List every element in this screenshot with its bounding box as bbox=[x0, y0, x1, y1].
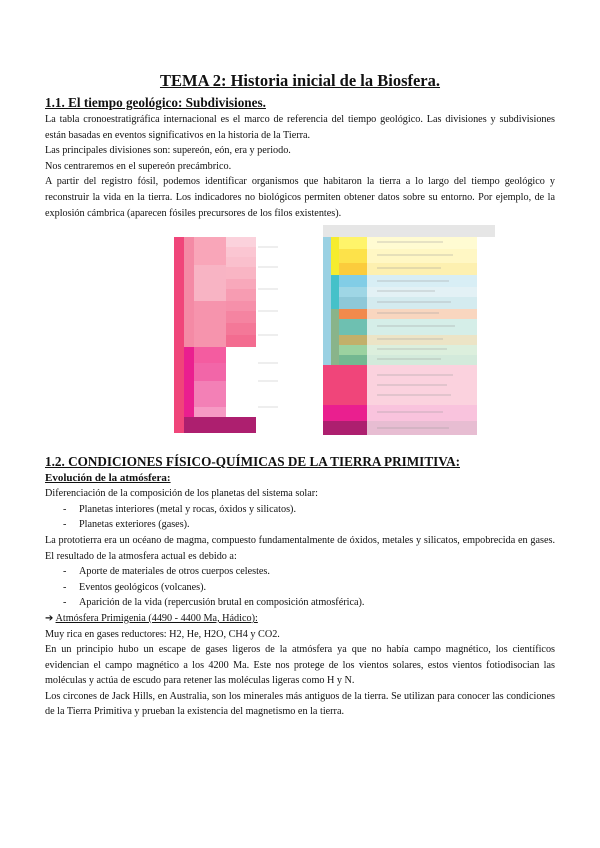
paragraph: Diferenciación de la composición de los planetas del sistema solar: bbox=[45, 488, 318, 500]
list-item: - Planetas exteriores (gases). bbox=[63, 517, 555, 533]
list-item: - Aporte de materiales de otros cuerpos celestes. bbox=[63, 564, 555, 580]
arrow-icon: ➔ bbox=[45, 612, 54, 624]
document-page bbox=[45, 70, 555, 720]
figures-row bbox=[45, 225, 555, 437]
paragraph: Los circones de Jack Hills, en Australia, son los minerales más antiguos de la tierra. Se utilizan para conocer las condiciones de la Tierra Primitiva y prueban la existencia del magnetismo en la tierra. bbox=[45, 690, 555, 718]
section-heading-1-1: 1.1. El tiempo geológico: Subdivisiones. bbox=[45, 95, 266, 110]
page-title: TEMA 2: Historia inicial de la Biosfera. bbox=[159, 71, 441, 90]
arrow-subheading bbox=[45, 611, 555, 627]
paragraph: Nos centraremos en el supereón precámbrico. bbox=[45, 160, 232, 172]
paragraph: A partir del registro fósil, podemos identificar organismos que habitaron la tierra a lo largo del tiempo geológico y reconstruir la vida en la tierra. Los indicadores no biológicos permiten obtener datos sobre su entorno. Por ejemplo, de la explosión cámbrica (aparecen fósiles precursores de los filos existentes). bbox=[45, 176, 555, 219]
paragraph: Las principales divisiones son: supereón, eón, era y periodo. bbox=[45, 145, 291, 157]
subheading-atmosphere: Evolución de la atmósfera: bbox=[45, 472, 171, 485]
paragraph: Muy rica en gases reductores: H2, He, H2O, CH4 y CO2. bbox=[45, 628, 280, 640]
paragraph: En un principio hubo un escape de gases ligeros de la atmósfera ya que no había campo magnético, los científicos evidencian el campo magnético a los 4200 Ma. Este nos protege de los vientos solares, estos vientos fotiodisocian las moléculas y actúa de escudo para retener las moléculas ligeras como H y N. bbox=[45, 644, 555, 687]
chronostratigraphic-table-figure bbox=[323, 225, 495, 435]
list-item: - Aparición de la vida (repercusión brutal en composición atmosférica). bbox=[63, 595, 555, 611]
geologic-time-scale-figure bbox=[170, 225, 280, 433]
list-item: - Eventos geológicos (volcanes). bbox=[63, 580, 555, 596]
list-item: - Planetas interiores (metal y rocas, óxidos y silicatos). bbox=[63, 502, 555, 518]
bullet-list bbox=[45, 502, 555, 533]
paragraph: La tabla cronoestratigráfica internacional es el marco de referencia del tiempo geológico. Las divisiones y subdivisiones están basadas en eventos significativos en la historia de la Tierra. bbox=[45, 114, 555, 141]
paragraph: La prototierra era un océano de magma, compuesto fundamentalmente de óxidos, metales y silicatos, empobrecida en gases. El resultado de la atmosfera actual es debido a: bbox=[45, 534, 555, 562]
bullet-list bbox=[45, 564, 555, 611]
arrow-subheading-text: Atmósfera Primigenia (4490 - 4400 Ma, Hádico): bbox=[55, 612, 258, 624]
section-heading-1-2: 1.2. CONDICIONES FÍSICO-QUÍMICAS DE LA TIERRA PRIMITIVA: bbox=[45, 454, 460, 470]
